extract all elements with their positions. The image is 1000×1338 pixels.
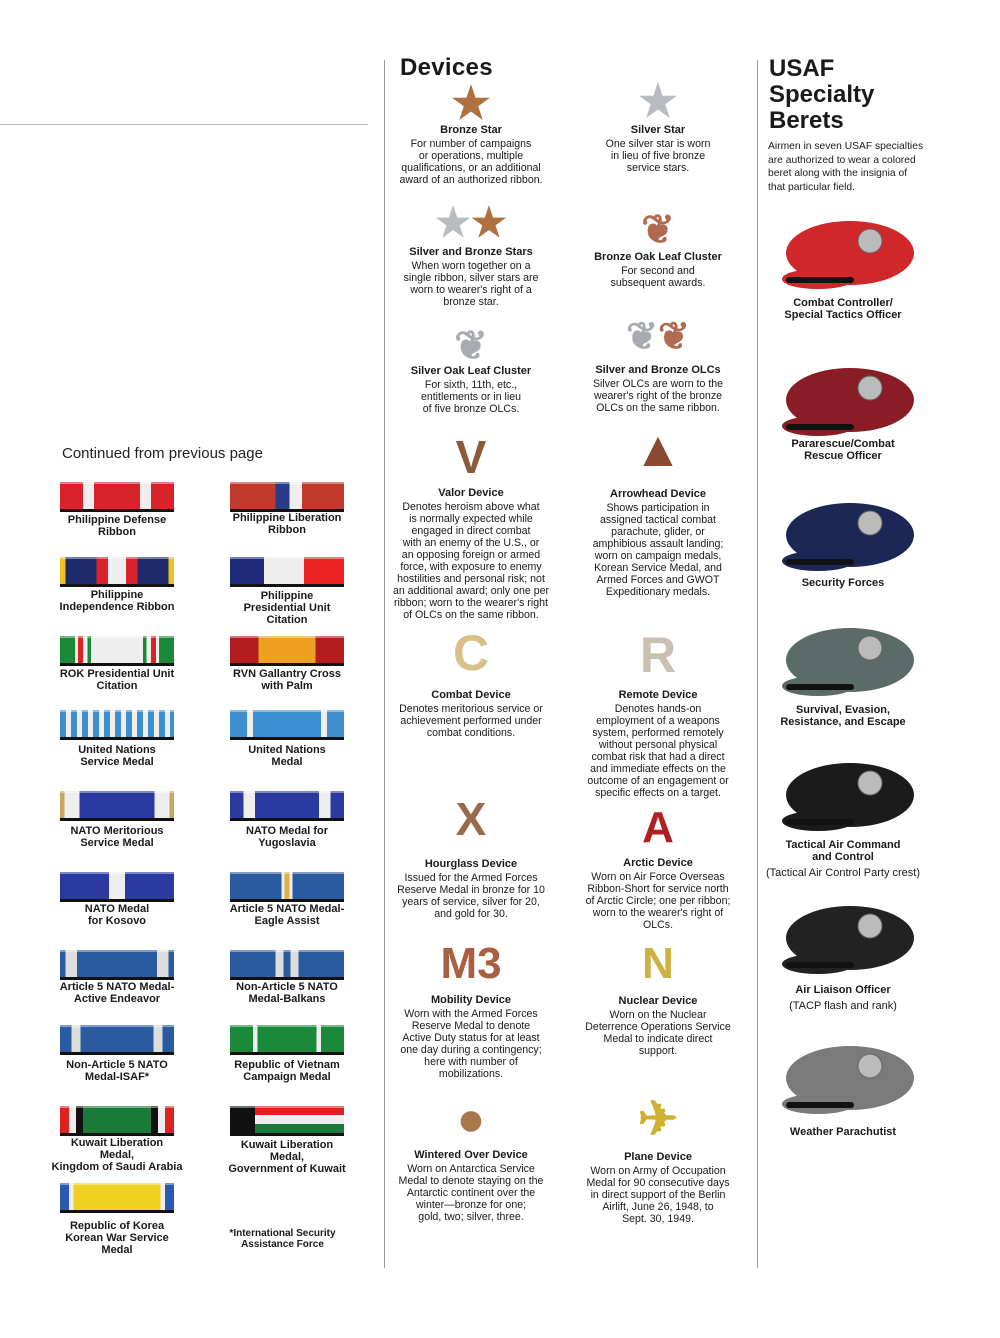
- column-divider: [384, 60, 385, 1268]
- ribbon-image: [60, 1025, 174, 1055]
- footnote: *International Security Assistance Force: [229, 1228, 336, 1250]
- beret-image: [778, 362, 918, 442]
- device-title: Silver and Bronze Stars: [409, 246, 533, 258]
- combat-c-icon: C: [452, 625, 490, 681]
- device-description: Worn with the Armed Forces Reserve Medal to denote Active Duty status for at least one day during a contingency; here with number of mobilizations.: [400, 1008, 542, 1080]
- device-description: Shows participation in assigned tactical combat parachute, glider, or amphibious assault landing; worn on campaign medals, Korean Service Medal, and Armed Forces and GWOT Expeditionary medals.: [592, 502, 724, 598]
- device-title: Arctic Device: [623, 857, 693, 869]
- ribbon-image: [230, 1106, 344, 1136]
- ribbon-label: Philippine Liberation Ribbon: [232, 512, 342, 536]
- device-title: Wintered Over Device: [414, 1149, 528, 1161]
- device-description: Worn on Air Force Overseas Ribbon-Short for service north of Arctic Circle; one per ribbon; worn to the wearer's right of OLCs.: [585, 871, 731, 931]
- ribbon-image: [230, 636, 344, 666]
- ribbon-image: [230, 950, 344, 980]
- beret-label: Weather Parachutist: [789, 1126, 897, 1138]
- ribbon-label: Republic of Vietnam Campaign Medal: [234, 1059, 340, 1083]
- ribbon-label: RVN Gallantry Cross with Palm: [232, 668, 341, 692]
- device-title: Nuclear Device: [618, 995, 698, 1007]
- ribbon-label: Republic of Korea Korean War Service Medal: [65, 1220, 169, 1256]
- beret-image: [778, 215, 918, 295]
- beret-image: [778, 757, 918, 837]
- mobility-m3-icon: M3: [440, 939, 502, 988]
- wintered-over-disc-icon: ●: [456, 1093, 486, 1146]
- beret-sublabel: (Tactical Air Control Party crest): [765, 867, 921, 879]
- hourglass-icon: X: [455, 793, 487, 845]
- ribbon-image: [60, 557, 174, 587]
- ribbon-label: Philippine Defense Ribbon: [67, 514, 167, 538]
- silver-star-icon: ★: [638, 77, 678, 126]
- arctic-a-icon: A: [642, 803, 674, 852]
- nuclear-n-icon: N: [642, 939, 674, 988]
- ribbon-label: United Nations Medal: [248, 744, 326, 768]
- device-description: Worn on Army of Occupation Medal for 90 consecutive days in direct support of the Berlin Airlift, June 26, 1948, to Sept. 30, 1949.: [586, 1165, 730, 1225]
- device-title: Plane Device: [624, 1151, 692, 1163]
- device-description: For sixth, 11th, etc., entitlements or in lieu of five bronze OLCs.: [420, 379, 522, 415]
- valor-v-icon: V: [455, 431, 487, 483]
- device-title: Remote Device: [618, 689, 698, 701]
- column-divider: [757, 60, 758, 1268]
- ribbon-label: Kuwait Liberation Medal, Kingdom of Saudi Arabia: [51, 1137, 183, 1173]
- ribbon-image: [60, 950, 174, 980]
- ribbon-label: Kuwait Liberation Medal, Government of Kuwait: [228, 1139, 346, 1175]
- beret-label: Tactical Air Command and Control: [785, 839, 901, 863]
- beret-image: [778, 622, 918, 702]
- ribbon-image: [230, 557, 344, 587]
- top-rule: [0, 124, 368, 125]
- silver-bronze-stars-icon: ★★: [435, 201, 507, 245]
- beret-image: [778, 900, 918, 980]
- device-title: Mobility Device: [430, 994, 512, 1006]
- ribbon-image: [60, 710, 174, 740]
- device-title: Silver Oak Leaf Cluster: [410, 365, 532, 377]
- ribbon-image: [230, 872, 344, 902]
- ribbon-image: [60, 482, 174, 512]
- ribbon-image: [60, 872, 174, 902]
- device-title: Hourglass Device: [424, 858, 518, 870]
- beret-label: Air Liaison Officer: [795, 984, 891, 996]
- remote-r-icon: R: [639, 627, 677, 683]
- device-title: Arrowhead Device: [610, 488, 706, 500]
- ribbon-label: Non-Article 5 NATO Medal-ISAF*: [66, 1059, 168, 1083]
- silver-oak-leaf-icon: ❦: [454, 324, 488, 368]
- device-title: Valor Device: [438, 487, 504, 499]
- ribbon-image: [230, 482, 344, 512]
- ribbon-image: [60, 791, 174, 821]
- ribbon-label: Article 5 NATO Medal- Eagle Assist: [229, 903, 345, 927]
- ribbon-label: Article 5 NATO Medal- Active Endeavor: [59, 981, 175, 1005]
- ribbon-image: [60, 1106, 174, 1136]
- beret-image: [778, 1040, 918, 1120]
- device-description: Issued for the Armed Forces Reserve Medal in bronze for 10 years of service, silver for 20, and gold for 30.: [397, 872, 545, 920]
- ribbon-image: [230, 710, 344, 740]
- beret-label: Security Forces: [801, 577, 885, 589]
- device-description: When worn together on a single ribbon, silver stars are worn to wearer's right of a bronze star.: [403, 260, 539, 308]
- device-description: Denotes hands-on employment of a weapons system, performed remotely without personal physical combat risk that had a direct and immediate effects on the outcome of an engagement or specific effects on a target.: [587, 703, 729, 799]
- berets-description: Airmen in seven USAF specialties are authorized to wear a colored beret along with the insignia of that particular field.: [768, 141, 924, 193]
- ribbon-label: NATO Medal for Kosovo: [84, 903, 150, 927]
- device-description: Worn on the Nuclear Deterrence Operations Service Medal to indicate direct support.: [585, 1009, 731, 1057]
- ribbon-image: [60, 636, 174, 666]
- device-description: Denotes heroism above what is normally expected while engaged in direct combat with an enemy of the U.S., or an opposing foreign or armed force, with exposure to enemy hostilities and personal risk; not an additional award; only one per ribbon; worn to the wearer's right of OLCs on the same ribbon.: [392, 501, 550, 621]
- beret-label: Pararescue/Combat Rescue Officer: [791, 438, 895, 462]
- device-description: For second and subsequent awards.: [610, 265, 706, 289]
- device-title: Combat Device: [431, 689, 511, 701]
- ribbon-label: Philippine Presidential Unit Citation: [243, 590, 331, 626]
- ribbon-image: [60, 1183, 174, 1213]
- ribbon-label: ROK Presidential Unit Citation: [59, 668, 175, 692]
- beret-label: Combat Controller/ Special Tactics Officer: [784, 297, 902, 321]
- device-title: Silver Star: [630, 124, 686, 136]
- device-title: Bronze Oak Leaf Cluster: [594, 251, 722, 263]
- beret-label: Survival, Evasion, Resistance, and Escape: [780, 704, 906, 728]
- device-description: Denotes meritorious service or achievement performed under combat conditions.: [399, 703, 543, 739]
- bronze-star-icon: ★: [451, 79, 491, 128]
- device-title: Silver and Bronze OLCs: [595, 364, 721, 376]
- ribbon-image: [230, 791, 344, 821]
- plane-icon: ✈: [637, 1093, 679, 1146]
- device-description: Worn on Antarctica Service Medal to denote staying on the Antarctic continent over the winter—bronze for one; gold, two; silver, three.: [398, 1163, 544, 1223]
- ribbon-label: NATO Meritorious Service Medal: [70, 825, 164, 849]
- beret-sublabel: (TACP flash and rank): [789, 1000, 897, 1012]
- device-description: Silver OLCs are worn to the wearer's right of the bronze OLCs on the same ribbon.: [592, 378, 724, 414]
- ribbon-label: Non-Article 5 NATO Medal-Balkans: [236, 981, 338, 1005]
- device-description: One silver star is worn in lieu of five bronze service stars.: [605, 138, 711, 174]
- device-title: Bronze Star: [440, 124, 502, 136]
- ribbon-label: NATO Medal for Yugoslavia: [245, 825, 329, 849]
- device-description: For number of campaigns or operations, multiple qualifications, or an additional award of an authorized ribbon.: [399, 138, 543, 186]
- arrowhead-icon: ▲: [633, 421, 683, 477]
- beret-image: [778, 497, 918, 577]
- berets-heading: USAF Specialty Berets: [769, 55, 875, 134]
- ribbon-label: United Nations Service Medal: [78, 744, 156, 768]
- devices-heading: Devices: [400, 54, 493, 81]
- ribbon-image: [230, 1025, 344, 1055]
- bronze-oak-leaf-icon: ❦: [641, 208, 675, 252]
- silver-bronze-olcs-icon: ❦❦: [626, 316, 690, 358]
- continued-note: Continued from previous page: [62, 445, 263, 462]
- ribbon-label: Philippine Independence Ribbon: [59, 589, 175, 613]
